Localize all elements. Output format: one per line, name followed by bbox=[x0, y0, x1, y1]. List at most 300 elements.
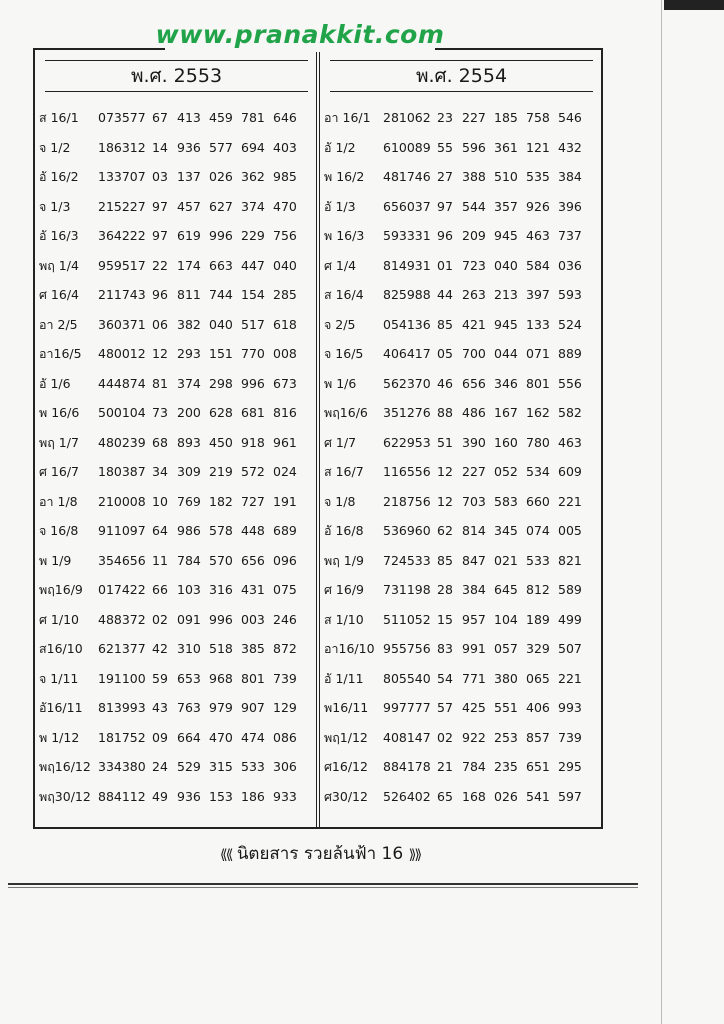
first-prize-number: 814931 bbox=[383, 257, 431, 273]
result-number: 812 bbox=[526, 582, 550, 597]
first-prize-number: 116556 bbox=[383, 464, 431, 479]
result-number: 227 bbox=[462, 464, 486, 479]
result-number: 036 bbox=[558, 257, 582, 273]
result-number: 533 bbox=[241, 759, 265, 774]
result-number: 15 bbox=[437, 611, 453, 627]
draw-date: พฤ1/12 bbox=[324, 729, 368, 745]
result-number: 235 bbox=[494, 759, 518, 774]
result-number: 926 bbox=[526, 198, 550, 214]
result-number: 51 bbox=[437, 434, 453, 450]
result-number: 026 bbox=[494, 788, 518, 804]
result-number: 801 bbox=[526, 375, 550, 391]
result-number: 83 bbox=[437, 641, 453, 656]
bottom-rule-thin bbox=[8, 887, 638, 888]
column-2554 bbox=[320, 50, 603, 827]
result-number: 459 bbox=[209, 110, 233, 125]
result-row bbox=[35, 103, 318, 133]
result-number: 413 bbox=[177, 110, 201, 125]
result-number: 529 bbox=[177, 759, 201, 774]
result-number: 153 bbox=[209, 788, 233, 804]
bottom-rule bbox=[8, 883, 638, 885]
result-number: 309 bbox=[177, 464, 201, 479]
result-row bbox=[35, 339, 318, 369]
results-frame bbox=[33, 48, 603, 829]
draw-date: อั 16/8 bbox=[324, 523, 364, 538]
first-prize-number: 488372 bbox=[98, 611, 146, 627]
result-number: 814 bbox=[462, 523, 486, 538]
result-number: 763 bbox=[177, 700, 201, 715]
result-row bbox=[35, 280, 318, 310]
result-number: 221 bbox=[558, 670, 582, 686]
draw-date: ส 16/1 bbox=[39, 110, 79, 125]
result-number: 507 bbox=[558, 641, 582, 656]
result-number: 174 bbox=[177, 257, 201, 273]
result-row bbox=[320, 280, 603, 310]
result-number: 847 bbox=[462, 552, 486, 568]
first-prize-number: 825988 bbox=[383, 287, 431, 302]
result-number: 104 bbox=[494, 611, 518, 627]
draw-date: พฤ 1/9 bbox=[324, 552, 364, 568]
result-number: 758 bbox=[526, 110, 550, 125]
result-number: 21 bbox=[437, 759, 453, 774]
result-row bbox=[320, 428, 603, 458]
result-number: 374 bbox=[177, 375, 201, 391]
footer-caption bbox=[0, 840, 640, 867]
result-number: 769 bbox=[177, 493, 201, 509]
result-number: 447 bbox=[241, 257, 265, 273]
result-row bbox=[320, 516, 603, 546]
result-number: 653 bbox=[177, 670, 201, 686]
result-row bbox=[320, 251, 603, 281]
result-number: 23 bbox=[437, 110, 453, 125]
result-number: 133 bbox=[526, 316, 550, 332]
result-number: 97 bbox=[152, 228, 168, 243]
column-2553 bbox=[35, 50, 318, 827]
first-prize-number: 215227 bbox=[98, 198, 146, 214]
result-number: 646 bbox=[273, 110, 297, 125]
result-number: 298 bbox=[209, 375, 233, 391]
first-prize-number: 181752 bbox=[98, 729, 146, 745]
draw-date: อา 1/8 bbox=[39, 493, 78, 509]
first-prize-number: 610089 bbox=[383, 139, 431, 155]
page-fold-shadow bbox=[661, 0, 662, 1024]
result-row bbox=[320, 664, 603, 694]
result-number: 811 bbox=[177, 287, 201, 302]
result-number: 008 bbox=[273, 346, 297, 361]
result-row bbox=[320, 369, 603, 399]
result-row bbox=[35, 546, 318, 576]
result-number: 129 bbox=[273, 700, 297, 715]
result-number: 384 bbox=[558, 169, 582, 184]
result-number: 396 bbox=[558, 198, 582, 214]
result-number: 024 bbox=[273, 464, 297, 479]
first-prize-number: 884178 bbox=[383, 759, 431, 774]
first-prize-number: 481746 bbox=[383, 169, 431, 184]
result-row bbox=[320, 546, 603, 576]
result-number: 723 bbox=[462, 257, 486, 273]
result-number: 663 bbox=[209, 257, 233, 273]
result-number: 28 bbox=[437, 582, 453, 597]
result-number: 945 bbox=[494, 228, 518, 243]
result-number: 801 bbox=[241, 670, 265, 686]
result-number: 546 bbox=[558, 110, 582, 125]
draw-date: ส 16/7 bbox=[324, 464, 364, 479]
result-number: 044 bbox=[494, 346, 518, 361]
ornament-left-icon: ⟪⟪ bbox=[219, 847, 232, 863]
result-number: 310 bbox=[177, 641, 201, 656]
result-number: 432 bbox=[558, 139, 582, 155]
result-row bbox=[35, 251, 318, 281]
result-number: 182 bbox=[209, 493, 233, 509]
result-number: 85 bbox=[437, 316, 453, 332]
result-number: 957 bbox=[462, 611, 486, 627]
result-number: 584 bbox=[526, 257, 550, 273]
result-number: 11 bbox=[152, 552, 168, 568]
result-number: 246 bbox=[273, 611, 297, 627]
first-prize-number: 017422 bbox=[98, 582, 146, 597]
result-number: 821 bbox=[558, 552, 582, 568]
result-number: 12 bbox=[437, 464, 453, 479]
result-number: 209 bbox=[462, 228, 486, 243]
draw-date: พฤ 1/7 bbox=[39, 434, 79, 450]
result-row bbox=[320, 634, 603, 664]
result-number: 66 bbox=[152, 582, 168, 597]
result-number: 596 bbox=[462, 139, 486, 155]
first-prize-number: 724533 bbox=[383, 552, 431, 568]
draw-date: พ 16/2 bbox=[324, 169, 365, 184]
result-number: 570 bbox=[209, 552, 233, 568]
result-number: 889 bbox=[558, 346, 582, 361]
result-number: 421 bbox=[462, 316, 486, 332]
draw-date: พฤ16/6 bbox=[324, 405, 368, 420]
result-number: 656 bbox=[462, 375, 486, 391]
result-number: 770 bbox=[241, 346, 265, 361]
first-prize-number: 621377 bbox=[98, 641, 146, 656]
result-number: 535 bbox=[526, 169, 550, 184]
first-prize-number: 360371 bbox=[98, 316, 146, 332]
result-number: 744 bbox=[209, 287, 233, 302]
result-number: 09 bbox=[152, 729, 168, 745]
result-number: 22 bbox=[152, 257, 168, 273]
result-number: 470 bbox=[209, 729, 233, 745]
draw-date: พฤ16/12 bbox=[39, 759, 91, 774]
draw-date: พ 1/12 bbox=[39, 729, 80, 745]
result-number: 06 bbox=[152, 316, 168, 332]
result-row bbox=[320, 103, 603, 133]
result-number: 05 bbox=[437, 346, 453, 361]
draw-date: พฤ 1/4 bbox=[39, 257, 79, 273]
first-prize-number: 334380 bbox=[98, 759, 146, 774]
result-number: 57 bbox=[437, 700, 453, 715]
result-number: 227 bbox=[462, 110, 486, 125]
result-number: 67 bbox=[152, 110, 168, 125]
result-number: 382 bbox=[177, 316, 201, 332]
draw-date: ศ30/12 bbox=[324, 788, 368, 804]
result-number: 065 bbox=[526, 670, 550, 686]
result-number: 463 bbox=[526, 228, 550, 243]
result-row bbox=[35, 752, 318, 782]
result-number: 185 bbox=[494, 110, 518, 125]
result-row bbox=[35, 634, 318, 664]
result-row bbox=[320, 221, 603, 251]
draw-date: อา 16/1 bbox=[324, 110, 371, 125]
result-number: 893 bbox=[177, 434, 201, 450]
result-row bbox=[320, 192, 603, 222]
result-number: 096 bbox=[273, 552, 297, 568]
result-number: 961 bbox=[273, 434, 297, 450]
result-number: 582 bbox=[558, 405, 582, 420]
result-number: 597 bbox=[558, 788, 582, 804]
result-number: 936 bbox=[177, 139, 201, 155]
result-number: 756 bbox=[273, 228, 297, 243]
result-number: 583 bbox=[494, 493, 518, 509]
draw-date: ศ 1/4 bbox=[324, 257, 357, 273]
result-row bbox=[320, 487, 603, 517]
draw-date: อั 1/11 bbox=[324, 670, 364, 686]
result-row bbox=[35, 664, 318, 694]
result-number: 689 bbox=[273, 523, 297, 538]
result-number: 780 bbox=[526, 434, 550, 450]
result-number: 44 bbox=[437, 287, 453, 302]
result-number: 229 bbox=[241, 228, 265, 243]
draw-date: ศ 16/9 bbox=[324, 582, 364, 597]
first-prize-number: 054136 bbox=[383, 316, 431, 332]
result-number: 385 bbox=[241, 641, 265, 656]
result-number: 040 bbox=[273, 257, 297, 273]
result-number: 221 bbox=[558, 493, 582, 509]
first-prize-number: 354656 bbox=[98, 552, 146, 568]
result-number: 263 bbox=[462, 287, 486, 302]
site-url: www.pranakkit.com bbox=[155, 20, 445, 49]
result-number: 85 bbox=[437, 552, 453, 568]
first-prize-number: 526402 bbox=[383, 788, 431, 804]
result-row bbox=[35, 369, 318, 399]
draw-date: ศ 16/7 bbox=[39, 464, 79, 479]
draw-date: จ 1/2 bbox=[39, 139, 71, 155]
result-number: 918 bbox=[241, 434, 265, 450]
result-number: 97 bbox=[152, 198, 168, 214]
result-number: 533 bbox=[526, 552, 550, 568]
draw-date: จ 2/5 bbox=[324, 316, 356, 332]
first-prize-number: 191100 bbox=[98, 670, 146, 686]
magazine-title: นิตยสาร รวยล้นฟ้า 16 bbox=[236, 844, 404, 864]
draw-date: ศ 1/10 bbox=[39, 611, 79, 627]
result-row bbox=[35, 428, 318, 458]
result-number: 380 bbox=[494, 670, 518, 686]
result-row bbox=[35, 310, 318, 340]
first-prize-number: 480012 bbox=[98, 346, 146, 361]
first-prize-number: 959517 bbox=[98, 257, 146, 273]
result-row bbox=[320, 782, 603, 812]
result-number: 739 bbox=[558, 729, 582, 745]
result-number: 315 bbox=[209, 759, 233, 774]
result-number: 137 bbox=[177, 169, 201, 184]
result-row bbox=[320, 605, 603, 635]
result-number: 737 bbox=[558, 228, 582, 243]
result-number: 534 bbox=[526, 464, 550, 479]
first-prize-number: 656037 bbox=[383, 198, 431, 214]
draw-date: อั 1/6 bbox=[39, 375, 71, 391]
result-number: 431 bbox=[241, 582, 265, 597]
result-number: 361 bbox=[494, 139, 518, 155]
result-number: 816 bbox=[273, 405, 297, 420]
result-number: 727 bbox=[241, 493, 265, 509]
first-prize-number: 351276 bbox=[383, 405, 431, 420]
result-number: 486 bbox=[462, 405, 486, 420]
result-row bbox=[35, 693, 318, 723]
result-number: 470 bbox=[273, 198, 297, 214]
result-row bbox=[320, 723, 603, 753]
result-number: 086 bbox=[273, 729, 297, 745]
result-number: 991 bbox=[462, 641, 486, 656]
first-prize-number: 562370 bbox=[383, 375, 431, 391]
result-number: 074 bbox=[526, 523, 550, 538]
result-number: 213 bbox=[494, 287, 518, 302]
result-number: 673 bbox=[273, 375, 297, 391]
draw-date: อา 2/5 bbox=[39, 316, 78, 332]
result-number: 694 bbox=[241, 139, 265, 155]
result-number: 121 bbox=[526, 139, 550, 155]
result-number: 14 bbox=[152, 139, 168, 155]
result-number: 295 bbox=[558, 759, 582, 774]
result-number: 052 bbox=[494, 464, 518, 479]
result-number: 388 bbox=[462, 169, 486, 184]
result-number: 68 bbox=[152, 434, 168, 450]
draw-date: อา16/5 bbox=[39, 346, 82, 361]
result-number: 993 bbox=[558, 700, 582, 715]
result-number: 02 bbox=[437, 729, 453, 745]
result-row bbox=[320, 457, 603, 487]
result-number: 450 bbox=[209, 434, 233, 450]
draw-date: ศ16/12 bbox=[324, 759, 368, 774]
result-number: 24 bbox=[152, 759, 168, 774]
result-number: 59 bbox=[152, 670, 168, 686]
first-prize-number: 186312 bbox=[98, 139, 146, 155]
first-prize-number: 813993 bbox=[98, 700, 146, 715]
result-number: 96 bbox=[152, 287, 168, 302]
result-number: 619 bbox=[177, 228, 201, 243]
result-number: 27 bbox=[437, 169, 453, 184]
result-number: 517 bbox=[241, 316, 265, 332]
result-number: 040 bbox=[494, 257, 518, 273]
result-number: 316 bbox=[209, 582, 233, 597]
result-number: 55 bbox=[437, 139, 453, 155]
result-row bbox=[35, 487, 318, 517]
result-row bbox=[35, 221, 318, 251]
result-number: 151 bbox=[209, 346, 233, 361]
result-row bbox=[35, 516, 318, 546]
result-row bbox=[35, 782, 318, 812]
result-number: 293 bbox=[177, 346, 201, 361]
first-prize-number: 218756 bbox=[383, 493, 431, 509]
result-number: 071 bbox=[526, 346, 550, 361]
result-row bbox=[320, 693, 603, 723]
result-number: 556 bbox=[558, 375, 582, 391]
result-number: 406 bbox=[526, 700, 550, 715]
result-number: 306 bbox=[273, 759, 297, 774]
result-number: 510 bbox=[494, 169, 518, 184]
result-row bbox=[320, 133, 603, 163]
result-number: 771 bbox=[462, 670, 486, 686]
result-number: 168 bbox=[462, 788, 486, 804]
result-number: 091 bbox=[177, 611, 201, 627]
result-number: 578 bbox=[209, 523, 233, 538]
result-number: 384 bbox=[462, 582, 486, 597]
result-number: 784 bbox=[177, 552, 201, 568]
result-number: 656 bbox=[241, 552, 265, 568]
result-number: 34 bbox=[152, 464, 168, 479]
result-number: 781 bbox=[241, 110, 265, 125]
result-number: 499 bbox=[558, 611, 582, 627]
first-prize-number: 955756 bbox=[383, 641, 431, 656]
result-number: 026 bbox=[209, 169, 233, 184]
result-number: 857 bbox=[526, 729, 550, 745]
result-number: 628 bbox=[209, 405, 233, 420]
draw-date: ศ 1/7 bbox=[324, 434, 357, 450]
result-number: 154 bbox=[241, 287, 265, 302]
result-number: 021 bbox=[494, 552, 518, 568]
result-number: 003 bbox=[241, 611, 265, 627]
result-number: 872 bbox=[273, 641, 297, 656]
result-number: 448 bbox=[241, 523, 265, 538]
draw-date: อั 16/2 bbox=[39, 169, 79, 184]
result-number: 253 bbox=[494, 729, 518, 745]
result-number: 996 bbox=[209, 228, 233, 243]
result-number: 593 bbox=[558, 287, 582, 302]
result-number: 784 bbox=[462, 759, 486, 774]
first-prize-number: 408147 bbox=[383, 729, 431, 745]
draw-date: อั 1/2 bbox=[324, 139, 356, 155]
first-prize-number: 364222 bbox=[98, 228, 146, 243]
result-number: 618 bbox=[273, 316, 297, 332]
result-row bbox=[35, 192, 318, 222]
first-prize-number: 500104 bbox=[98, 405, 146, 420]
result-number: 374 bbox=[241, 198, 265, 214]
draw-date: พ16/11 bbox=[324, 700, 369, 715]
result-number: 075 bbox=[273, 582, 297, 597]
first-prize-number: 911097 bbox=[98, 523, 146, 538]
result-number: 403 bbox=[273, 139, 297, 155]
result-number: 474 bbox=[241, 729, 265, 745]
result-number: 62 bbox=[437, 523, 453, 538]
first-prize-number: 480239 bbox=[98, 434, 146, 450]
first-prize-number: 731198 bbox=[383, 582, 431, 597]
result-number: 996 bbox=[241, 375, 265, 391]
result-number: 46 bbox=[437, 375, 453, 391]
result-number: 627 bbox=[209, 198, 233, 214]
draw-date: ส 16/4 bbox=[324, 287, 364, 302]
first-prize-number: 997777 bbox=[383, 700, 431, 715]
result-number: 979 bbox=[209, 700, 233, 715]
result-number: 103 bbox=[177, 582, 201, 597]
result-number: 88 bbox=[437, 405, 453, 420]
result-number: 645 bbox=[494, 582, 518, 597]
draw-date: จ 1/3 bbox=[39, 198, 71, 214]
draw-date: พ 16/3 bbox=[324, 228, 365, 243]
result-number: 189 bbox=[526, 611, 550, 627]
result-number: 390 bbox=[462, 434, 486, 450]
result-number: 12 bbox=[152, 346, 168, 361]
result-number: 162 bbox=[526, 405, 550, 420]
first-prize-number: 536960 bbox=[383, 523, 431, 538]
result-number: 936 bbox=[177, 788, 201, 804]
first-prize-number: 593331 bbox=[383, 228, 431, 243]
result-number: 660 bbox=[526, 493, 550, 509]
draw-date: อา16/10 bbox=[324, 641, 375, 656]
draw-date: จ 1/8 bbox=[324, 493, 356, 509]
draw-date: พฤ16/9 bbox=[39, 582, 83, 597]
result-number: 329 bbox=[526, 641, 550, 656]
